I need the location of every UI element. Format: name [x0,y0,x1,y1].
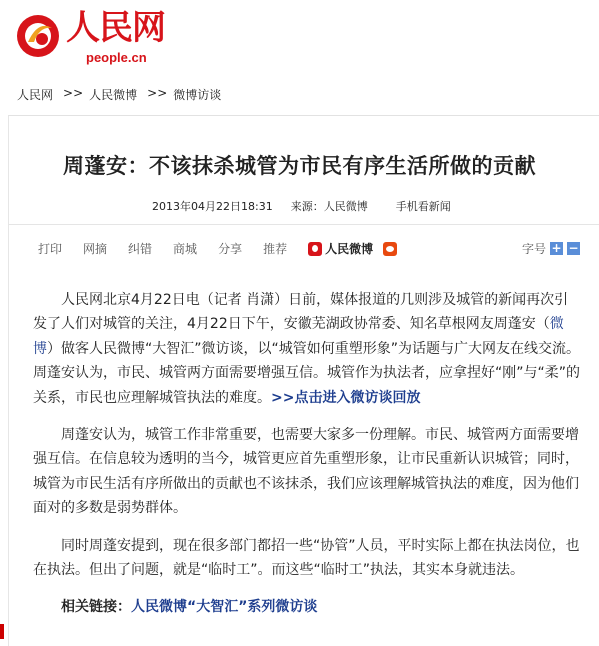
weibo-link[interactable]: 微博 [33,316,564,357]
breadcrumb-weibo[interactable]: 人民微博 [89,88,138,102]
people-weibo-button[interactable] [308,240,373,257]
breadcrumb-people[interactable]: 人民网 [17,88,54,102]
related-label: 相关链接： [61,599,131,616]
sina-weibo-icon[interactable] [383,242,397,256]
breadcrumb-separator: >> [147,86,168,100]
article-source: 来源：人民微博 [290,200,368,213]
share-button[interactable]: 分享 [218,242,243,256]
related-links [33,595,581,619]
people-weibo-label: 人民微博 [325,242,374,256]
font-size-label: 字号 [522,242,547,256]
people-logo[interactable] [14,8,174,70]
print-button[interactable]: 打印 [38,242,63,256]
paragraph-1 [33,288,581,410]
side-marker [0,624,4,639]
related-link[interactable]: 人民微博“大智汇”系列微访谈 [131,599,318,616]
paragraph-1-text-b: ）做客人民微博“大智汇”微访谈，以“城管如何重塑形象”为话题与广大网友在线交流。周蓬安认为，市民、城管两方面需要增强互信。城管作为执法者，应拿捏好“刚”与“柔”的关系，市民也应理解城管执法的难度。 [33,340,581,406]
paragraph-1-text-a: 人民网北京4月22日电（记者 肖潇）日前，媒体报道的几则涉及城管的新闻再次引发了人们对城管的关注，4月22日下午，安徽芜湖政协常委、知名草根网友周蓬安（ [33,292,569,333]
netpick-button[interactable]: 网摘 [83,242,108,256]
mall-button[interactable]: 商城 [173,242,198,256]
logo-text-cn: 人民网 [66,8,165,48]
breadcrumb-interview[interactable]: 微博访谈 [173,88,222,102]
article-body [33,288,581,633]
font-increase-button[interactable]: + [551,241,562,255]
paragraph-2: 周蓬安认为，城管工作非常重要，也需要大家多一份理解。市民、城管两方面需要增强互信。在信息较为透明的当今，城管更应首先重塑形象，让市民重新认识城管；同时，城管为市民生活有序所做出的贡献也不该抹杀，我们应该理解城管执法的难度，因为他们面对的多数是弱势群体。 [33,427,579,517]
people-weibo-icon [308,242,322,256]
logo-text-en: people.cn [86,50,147,65]
interview-replay-link[interactable]: >>点击进入微访谈回放 [271,389,421,406]
font-size-control [522,240,580,257]
article-toolbar [38,240,397,257]
correct-button[interactable]: 纠错 [128,242,153,256]
font-decrease-button[interactable]: − [568,241,579,255]
breadcrumb-separator: >> [63,86,84,100]
recommend-button[interactable]: 推荐 [263,242,288,256]
people-logo-icon [14,12,62,60]
article-title: 周蓬安：不该抹杀城管为市民有序生活所做的贡献 [63,154,536,178]
divider [8,224,599,225]
paragraph-3: 同时周蓬安提到，现在很多部门都招一些“协管”人员，平时实际上都在执法岗位，也在执法。但出了问题，就是“临时工”。而这些“临时工”执法，其实本身就违法。 [33,537,580,579]
mobile-news-link[interactable]: 手机看新闻 [395,200,451,213]
article-datetime: 2013年04月22日18:31 [152,200,273,213]
breadcrumb [17,86,221,103]
article-meta [152,198,451,214]
